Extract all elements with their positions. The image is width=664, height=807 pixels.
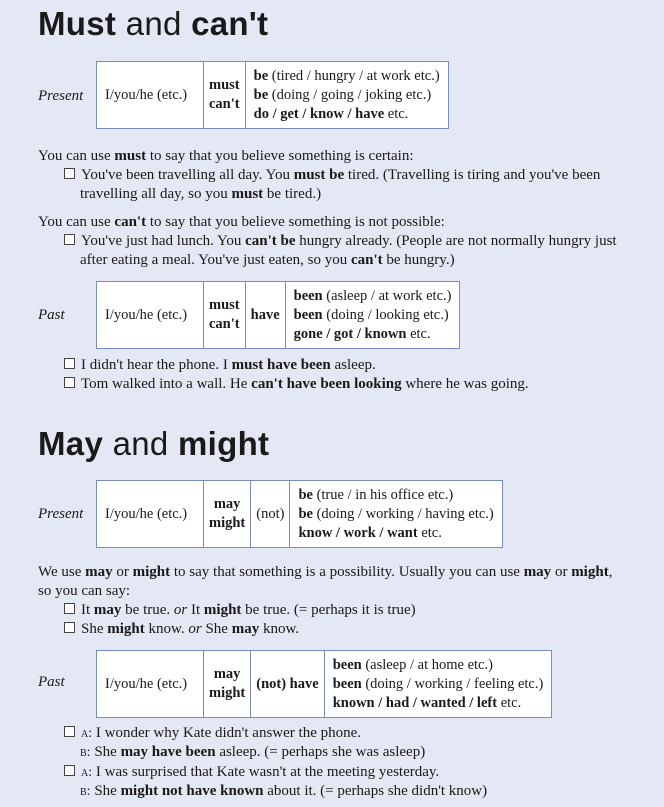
table-must-cant-present bbox=[96, 61, 449, 129]
label-past-2: Past bbox=[38, 674, 65, 690]
must-explanation: You can use must to say that you believe something is certain: bbox=[38, 148, 414, 164]
forms-cell: been (asleep / at work etc.) been (doing / looking etc.) gone / got / known etc. bbox=[285, 282, 460, 349]
dialogue-2-a: a: I was surprised that Kate wasn't at the meeting yesterday. bbox=[64, 763, 439, 782]
cant-example: You've just had lunch. You can't be hungry already. (People are not normally hungry just bbox=[64, 232, 617, 251]
may-example-1: It may be true. or It might be true. (= perhaps it is true) bbox=[64, 601, 416, 620]
have-cell: have bbox=[245, 282, 285, 349]
forms-cell: be (true / in his office etc.) be (doing / working / having etc.) know / work / want etc. bbox=[290, 481, 502, 548]
table-may-might-present bbox=[96, 480, 503, 548]
heading-must-cant: Must and can't bbox=[38, 5, 269, 42]
label-present-2: Present bbox=[38, 506, 84, 522]
checkbox-icon bbox=[64, 622, 75, 633]
may-example-2: She might know. or She may know. bbox=[64, 620, 299, 639]
subject-cell: I/you/he (etc.) bbox=[97, 282, 204, 349]
forms-cell: be (tired / hungry / at work etc.) be (doing / going / joking etc.) do / get / know / have etc. bbox=[245, 62, 448, 129]
may-might-explanation: We use may or might to say that something is a possibility. Usually you can use may or might, bbox=[38, 564, 613, 580]
must-example-cont: travelling all day, so you must be tired.) bbox=[80, 186, 322, 202]
checkbox-icon bbox=[64, 377, 75, 388]
checkbox-icon bbox=[64, 603, 75, 614]
forms-cell: been (asleep / at home etc.) been (doing / working / feeling etc.) known / had / wanted / left etc. bbox=[324, 651, 552, 718]
table-may-might-past bbox=[96, 650, 552, 718]
subject-cell: I/you/he (etc.) bbox=[97, 481, 204, 548]
checkbox-icon bbox=[64, 358, 75, 369]
dialogue-1-b: b: She may have been asleep. (= perhaps she was asleep) bbox=[80, 744, 426, 760]
table-must-cant-past bbox=[96, 281, 460, 349]
not-cell: (not) bbox=[251, 481, 290, 548]
modal-cell: may might bbox=[204, 481, 251, 548]
modal-cell: may might bbox=[204, 651, 251, 718]
label-present-1: Present bbox=[38, 88, 84, 104]
cant-example-cont: after eating a meal. You've just eaten, so you can't be hungry.) bbox=[80, 252, 455, 268]
checkbox-icon bbox=[64, 726, 75, 737]
must-example: You've been travelling all day. You must be tired. (Travelling is tiring and you've been bbox=[64, 166, 600, 185]
checkbox-icon bbox=[64, 168, 75, 179]
past-example-1: I didn't hear the phone. I must have been asleep. bbox=[64, 356, 376, 375]
subject-cell: I/you/he (etc.) bbox=[97, 651, 204, 718]
heading-may-might: May and might bbox=[38, 425, 270, 462]
label-past-1: Past bbox=[38, 307, 65, 323]
cant-explanation: You can use can't to say that you believe something is not possible: bbox=[38, 214, 445, 230]
not-have-cell: (not) have bbox=[251, 651, 324, 718]
dialogue-1-a: a: I wonder why Kate didn't answer the phone. bbox=[64, 724, 361, 743]
checkbox-icon bbox=[64, 765, 75, 776]
dialogue-2-b: b: She might not have known about it. (= perhaps she didn't know) bbox=[80, 783, 488, 799]
modal-cell: must can't bbox=[204, 282, 246, 349]
subject-cell: I/you/he (etc.) bbox=[97, 62, 204, 129]
checkbox-icon bbox=[64, 234, 75, 245]
past-example-2: Tom walked into a wall. He can't have been looking where he was going. bbox=[64, 375, 529, 394]
may-might-explanation-cont: so you can say: bbox=[38, 583, 131, 599]
modal-cell: must can't bbox=[204, 62, 246, 129]
